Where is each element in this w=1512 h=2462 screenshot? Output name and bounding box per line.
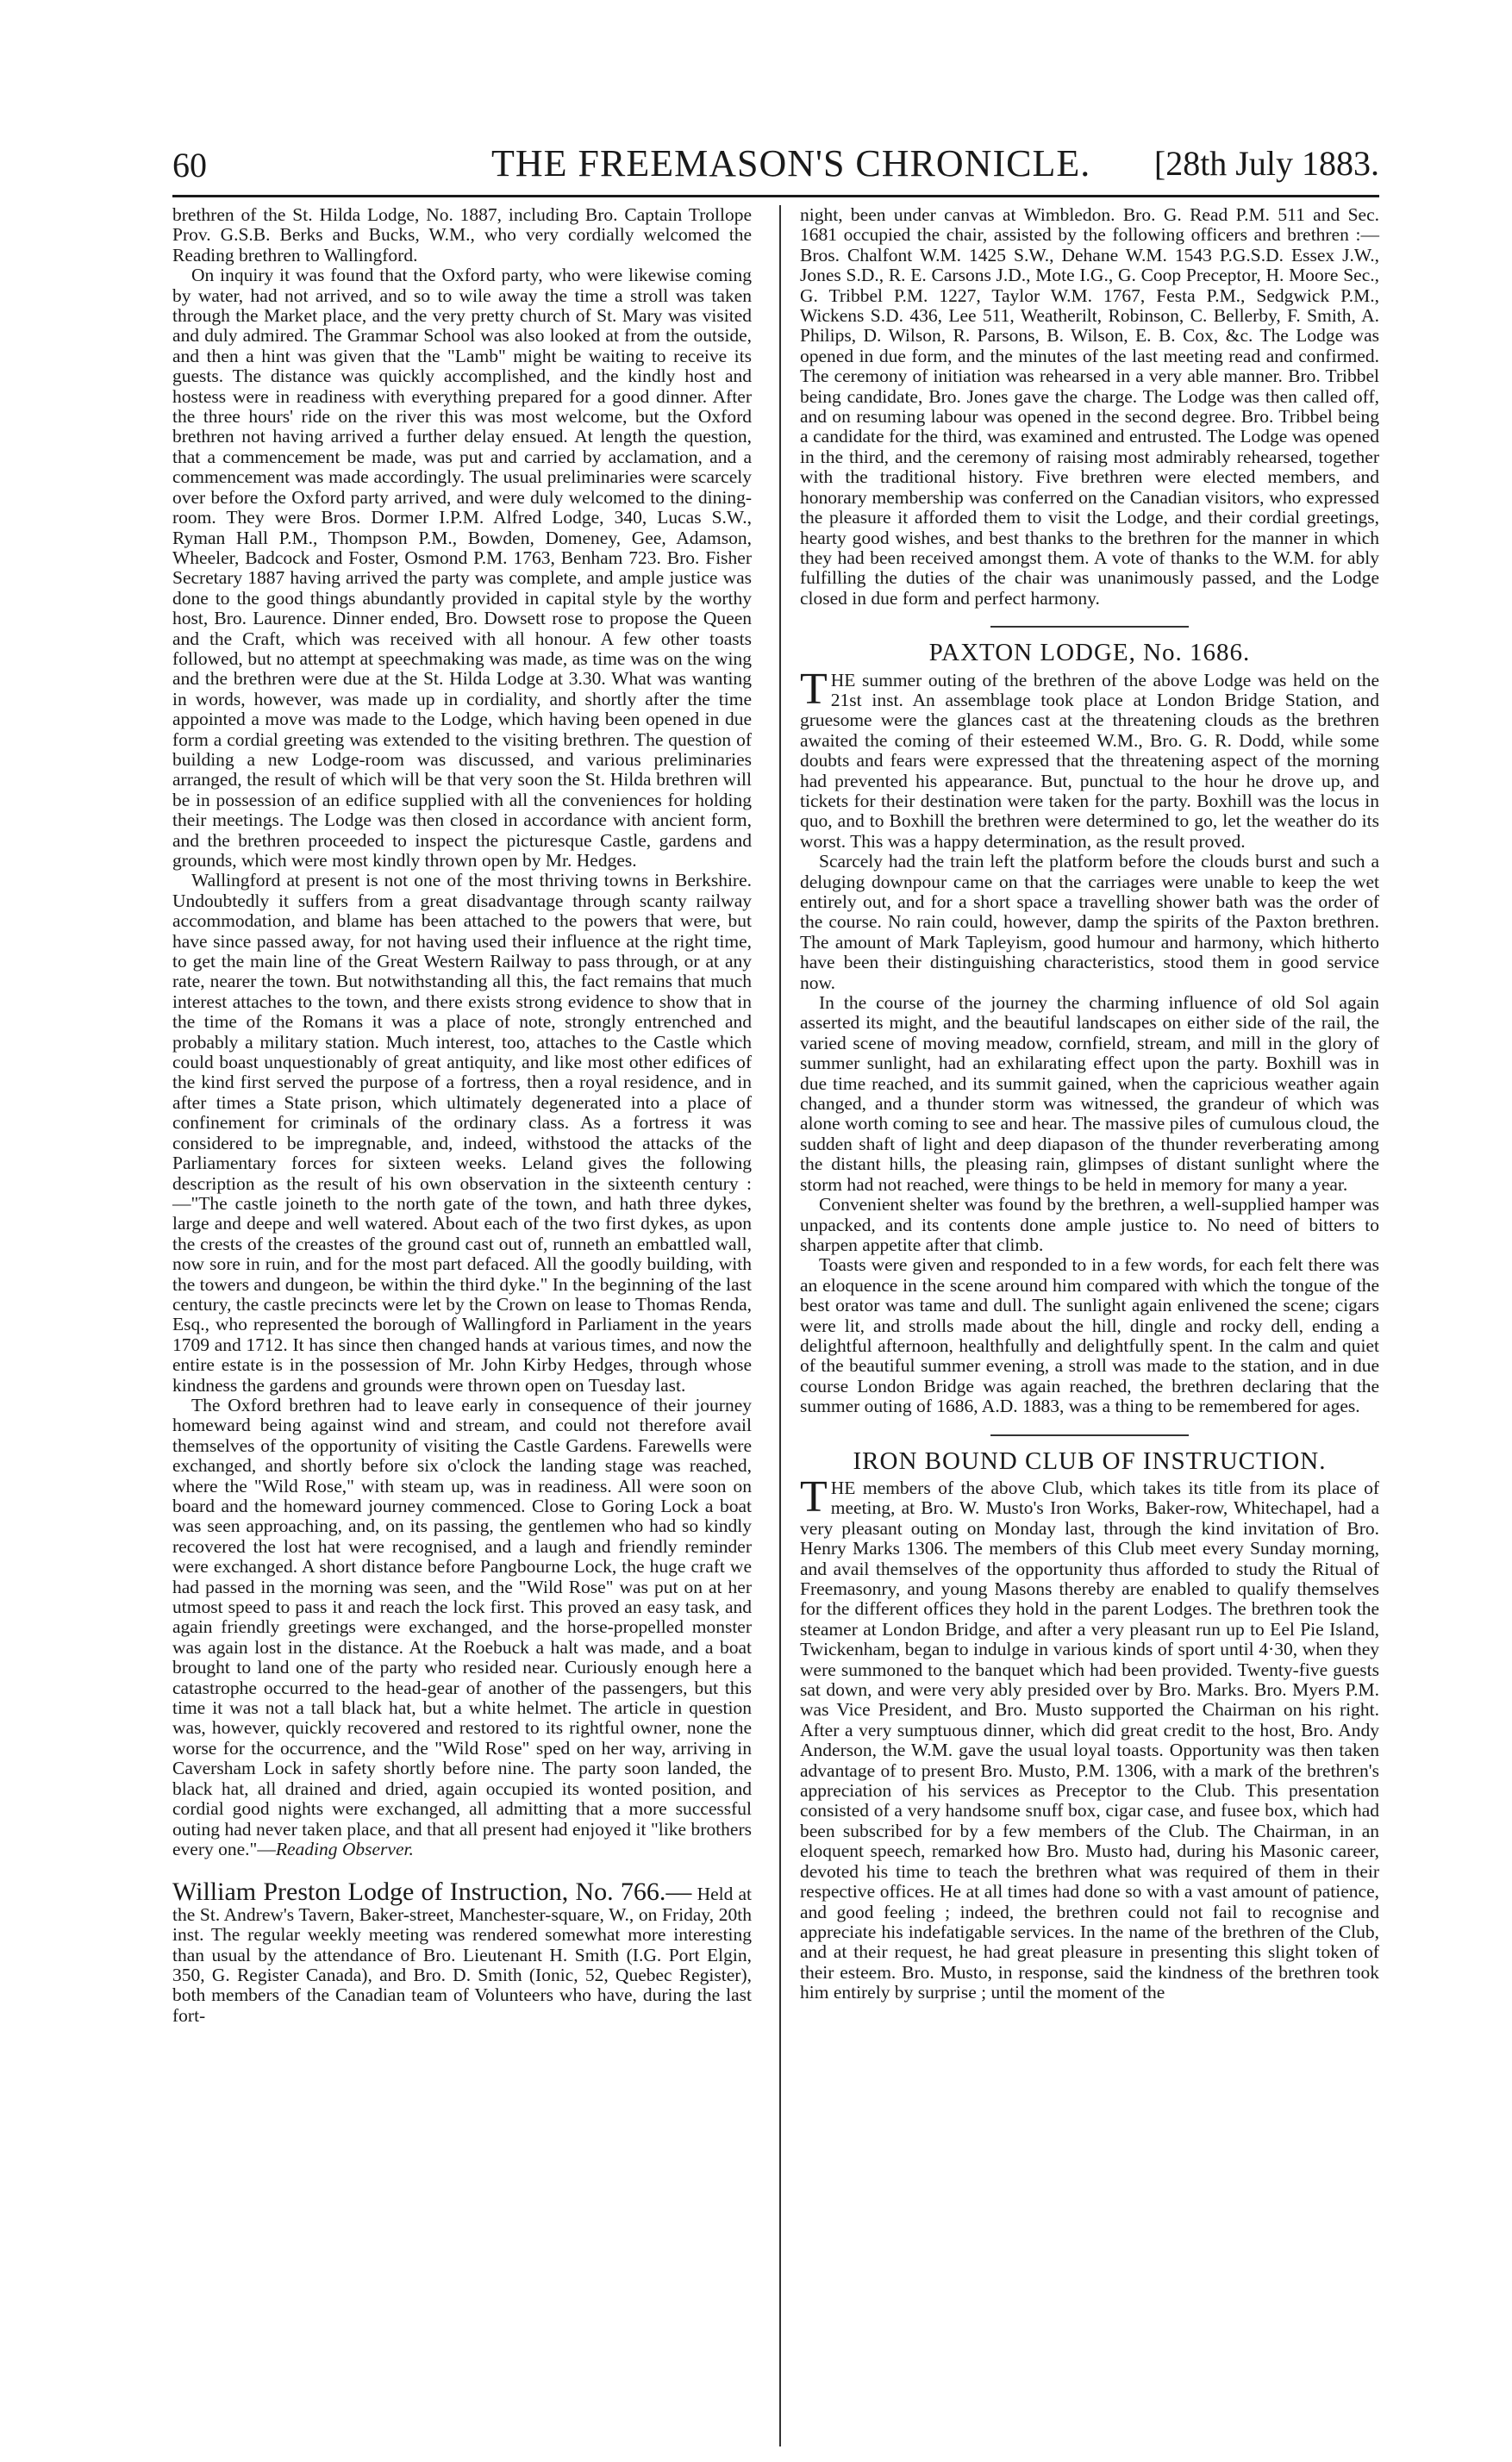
issue-date: [28th July 1883. [1153, 144, 1379, 183]
header-rule [172, 195, 1379, 197]
publication-title: THE FREEMASON'S CHRONICLE. [491, 142, 1091, 184]
article-paragraph: Wallingford at present is not one of the most thriving towns in Berkshire. Undoubtedly it suffers from a great disadvantage through scanty railway accommodation, and blame has been attached to the powers that were, but have since passed away, for not having used their influence at the right time, to get the main line of the Great Western Railway to pass through, or at any rate, nearer the town. But notwithstanding all this, the fact remains that much interest attaches to the town, and there exists strong evidence to show that in the time of the Romans it was a place of note, strongly entrenched and probably a military station. Much interest, too, attaches to the Castle which could boast unquestionably of great antiquity, and like most other edifices of the kind first served the purpose of a fortress, then a royal residence, and in after times a State prison, which ultimately degenerated into a place of confinement for criminals of the ordinary class. As a fortress it was considered to be impregnable, and, indeed, withstood the attacks of the Parliamentary forces for sixteen weeks. Leland gives the following description as the result of his own observation in the sixteenth century :—"The castle joineth to the north gate of the town, and hath three dykes, large and deepe and well watered. About each of the two first dykes, as upon the crests of the creastes of the ground cast out of, runneth an embattled wall, now sore in ruin, and for the most part defaced. All the goodly building, with the towers and dungeon, be within the third dyke." In the beginning of the last century, the castle precincts were let by the Crown on lease to Thomas Renda, Esq., who represented the borough of Wallingford in Parliament in the years 1709 and 1712. It has since then changed hands at various times, and now the entire estate is in the possession of Mr. John Kirby Hedges, through whose kindness the gardens and grounds were thrown open on Tuesday last. [172, 870, 752, 1396]
article-paragraph: night, been under canvas at Wimbledon. Bro. G. Read P.M. 511 and Sec. 1681 occupied the chair, assisted by the following officers and brethren :—Bros. Chalfont W.M. 1425 S.W., Dehane W.M. 1543 P.G.S.D. Essex J.W., Jones S.D., R. E. Carsons J.D., Mote I.G., G. Coop Preceptor, H. Moore Sec., G. Tribbel P.M. 1227, Taylor W.M. 1767, Festa P.M., Sedgwick P.M., Wickens S.D. 436, Lee 511, Weatherilt, Robinson, C. Bellerby, F. Smith, A. Philips, D. Wilson, R. Parsons, B. Wilson, E. B. Cox, &c. The Lodge was opened in due form, and the minutes of the last meeting read and confirmed. The ceremony of initiation was rehearsed in a very able manner. Bro. Tribbel being candidate, Bro. Jones gave the charge. The Lodge was then called off, and on resuming labour was opened in the second degree. Bro. Tribbel being a candidate for the third, was examined and entrusted. The Lodge was opened in the third, and the ceremony of raising most admirably rehearsed, together with the traditional history. Five brethren were elected members, and honorary membership was conferred on the Canadian visitors, who expressed the pleasure it afforded them to visit the Lodge, and their cordial greetings, hearty good wishes, and best thanks to the brethren for the manner in which they had been received amongst them. A vote of thanks to the W.M. for ably fulfilling the duties of the chair was unanimously passed, and the Lodge closed in due form and perfect harmony. [800, 204, 1379, 609]
preston-lodge-text: Held at the St. Andrew's Tavern, Baker-street, Manchester-square, W., on Friday, 20th inst. The regular weekly meeting was rendered somewhat more interesting than usual by the attendance of Bro. Lieutenant H. Smith (I.G. Port Elgin, 350, G. Register Canada), and Bro. D. Smith (Ionic, 52, Quebec Register), both members of the Canadian team of Volunteers who have, during the last fort- [172, 1884, 753, 2026]
article-paragraph-text: The Oxford brethren had to leave early in consequence of their journey homeward being against wind and stream, and could not therefore avail themselves of the opportunity of visiting the Castle Gardens. Farewells were exchanged, and shortly before six o'clock the landing stage was reached, where the "Wild Rose," with steam up, was in readiness. All were soon on board and the homeward journey commenced. Close to Goring Lock a boat was seen approaching, and, on its passing, the gentlemen who had so kindly recovered the lost hat were recognised, and a laugh and friendly reminder were exchanged. A short distance before Pangbourne Lock, the huge craft we had passed in the morning was seen, and the "Wild Rose" was put on at her utmost speed to pass it and reach the lock first. This proved an easy task, and again friendly greetings were exchanged, and the horse-propelled monster was again lost in the distance. At the Roebuck a halt was made, and a boat brought to land one of the party who resided near. Curiously enough here a catastrophe occurred to the head-gear of another of the passengers, but this time it was not a tall black hat, but a white helmet. The article in question was, however, quickly recovered and restored to its rightful owner, none the worse for the occurrence, and the "Wild Rose" sped on her way, arriving in Caversham Lock in safety shortly before nine. The party soon landed, the black hat, all drained and dried, again occupied its wonted position, and cordial good nights were exchanged, all admitting that a more successful outing had never taken place, and that all present had enjoyed it "like brothers every one."— [172, 1394, 752, 1859]
article-paragraph: brethren of the St. Hilda Lodge, No. 1887, including Bro. Captain Trollope Prov. G.S.B. Berks and Bucks, W.M., who very cordially welcomed the Reading brethren to Wallingford. [172, 204, 752, 266]
article-byline: Reading Observer. [275, 1838, 414, 1859]
masthead [172, 138, 1379, 186]
left-column [172, 205, 752, 2026]
article-paragraph: Toasts were given and responded to in a few words, for each felt there was an eloquence in the scene around him compared with which the tongue of the best orator was tame and dull. The sunlight again enlivened the scene; cigars were lit, and strolls made about the hill, dingle and rocky dell, ending a delightful afternoon, healthfully and delightfully spent. In the calm and quiet of the beautiful summer evening, a stroll was made to the station, and in due course London Bridge was again reached, the brethren declaring that the summer outing of 1686, A.D. 1883, was a thing to be remembered for ages. [800, 1254, 1379, 1417]
preston-lodge-heading: William Preston Lodge of Instruction, No. 766.— [172, 1878, 692, 1907]
article-paragraph: THE members of the above Club, which takes its title from its place of meeting, at Bro. W. Musto's Iron Works, Baker-row, Whitechapel, had a very pleasant outing on Monday last, through the kind invitation of Bro. Henry Marks 1306. The members of this Club meet every Sunday morning, and avail themselves of the opportunity thus afforded to study the Ritual of Freemasonry, and young Masons thereby are enabled to qualify themselves for the different offices they hold in the parent Lodges. The brethren took the steamer at London Bridge, and after a very pleasant run up to Eel Pie Island, Twickenham, began to indulge in various kinds of sport until 4·30, when they were summoned to the banquet which had been provided. Twenty-five guests sat down, and were very ably presided over by Bro. Marks. Bro. Myers P.M. was Vice President, and Bro. Musto supported the Chairman on his right. After a very sumptuous dinner, which did great credit to the host, Bro. Andy Anderson, the W.M. gave the usual loyal toasts. Opportunity was then taken advantage of to present Bro. Musto, P.M. 1306, with a mark of the brethren's appreciation of his services as Preceptor to the Club. This presentation consisted of a very handsome snuff box, cigar case, and fusee box, which had been subscribed for by a few members of the Club. The Chairman, in an eloquent speech, remarked how Bro. Musto had, during his Masonic career, devoted his time to teach the brethren what was required of them in their respective offices. He at all times had done so with a vast amount of patience, and good feeling ; indeed, the brethren could not fail to recognise and appreciate his indefatigable services. In the name of the brethren of the Club, and at their request, he had great pleasure in presenting this slight token of their esteem. Bro. Musto, in response, said the kindness of the brethren took him entirely by surprise ; until the moment of the [800, 1472, 1379, 2003]
preston-lodge-notice [172, 1878, 753, 2026]
article-paragraph: Scarcely had the train left the platform before the clouds burst and such a deluging downpour came on that the carriages were unable to keep the wet entirely out, and for a short space a travelling shower bath was the order of the course. No rain could, however, damp the spirits of the Paxton brethren. The amount of Mark Tapleyism, good humour and harmony, which hitherto have been their distinguishing characteristics, stood them in good service now. [800, 851, 1379, 993]
article-paragraph [172, 1396, 752, 1859]
iron-bound-club-heading: IRON BOUND CLUB OF INSTRUCTION. [853, 1447, 1327, 1475]
article-paragraph: THE summer outing of the brethren of the above Lodge was held on the 21st inst. An assemblage took place at London Bridge Station, and gruesome were the glances cast at the threatening clouds as the brethren awaited the coming of their esteemed W.M., Bro. G. R. Dodd, while some doubts and fears were expressed that the threatening aspect of the morning had prevented his appearance. But, punctual to the hour he drove up, and tickets for their destination were taken for the party. Boxhill was the locus in quo, and to Boxhill the brethren were determined to go, let the weather do its worst. This was a happy determination, as the result proved. [800, 664, 1379, 852]
article-paragraph: In the course of the journey the charming influence of old Sol again asserted its might, and the beautiful landscapes on either side of the rail, the varied scene of moving meadow, cornfield, stream, and mill in the glory of summer sunlight, had an exhilarating effect upon the party. Boxhill was in due time reached, and its summit gained, when the capricious weather again changed, and a thunder storm was witnessed, the grandeur of which was alone worth coming to see and hear. The massive piles of cumulous cloud, the sudden shaft of light and deep diapason of the thunder reverberating among the distant hills, the pleasing rain, glimpses of distant sunlight where the storm had not reached, were things to be held in memory for many a year. [800, 992, 1379, 1195]
page-number: 60 [172, 146, 207, 184]
column-divider [779, 205, 781, 2446]
paxton-lodge-heading: PAXTON LODGE, No. 1686. [928, 639, 1251, 667]
section-rule [990, 626, 1189, 628]
right-column [800, 205, 1379, 2003]
section-rule [990, 1434, 1189, 1436]
article-paragraph: Convenient shelter was found by the brethren, a well-supplied hamper was unpacked, and its contents done ample justice to. No need of bitters to sharpen appetite after that climb. [800, 1194, 1379, 1255]
article-paragraph: On inquiry it was found that the Oxford party, who were likewise coming by water, had not arrived, and so to wile away the time a stroll was taken through the Market place, and the very pretty church of St. Mary was visited and duly admired. The Grammar School was also looked at from the outside, and then a hint was given that the "Lamb" might be waiting to receive its guests. The distance was quickly accomplished, and the kindly host and hostess were in readiness with everything prepared for a good dinner. After the three hours' ride on the river this was most welcome, but the Oxford brethren not having arrived a further delay ensued. At length the question, that a commencement be made, was put and carried by acclamation, and a commencement was made accordingly. The usual preliminaries were scarcely over before the Oxford party arrived, and were duly welcomed to the dining-room. They were Bros. Dormer I.P.M. Alfred Lodge, 340, Lucas S.W., Ryman Hall P.M., Thompson P.M., Bowden, Domeney, Gee, Adamson, Wheeler, Badcock and Foster, Osmond P.M. 1763, Benham 723. Bro. Fisher Secretary 1887 having arrived the party was complete, and ample justice was done to the good things abundantly provided in capital style by the worthy host, Bro. Laurence. Dinner ended, Bro. Dowsett rose to propose the Queen and the Craft, which was received with all honour. A few other toasts followed, but no attempt at speechmaking was made, as time was on the wing and the brethren were due at the St. Hilda Lodge at 3.30. What was wanting in words, however, was made up in cordiality, and shortly after the time appointed a move was made to the Lodge, which having been opened in due form a cordial greeting was extended to the visiting brethren. The question of building a new Lodge-room was discussed, and various preliminaries arranged, the result of which will be that very soon the St. Hilda brethren will be in possession of an edifice supplied with all the conveniences for holding their meetings. The Lodge was then closed in accordance with ancient form, and the brethren proceeded to inspect the picturesque Castle, gardens and grounds, which were most kindly thrown open by Mr. Hedges. [172, 265, 752, 871]
